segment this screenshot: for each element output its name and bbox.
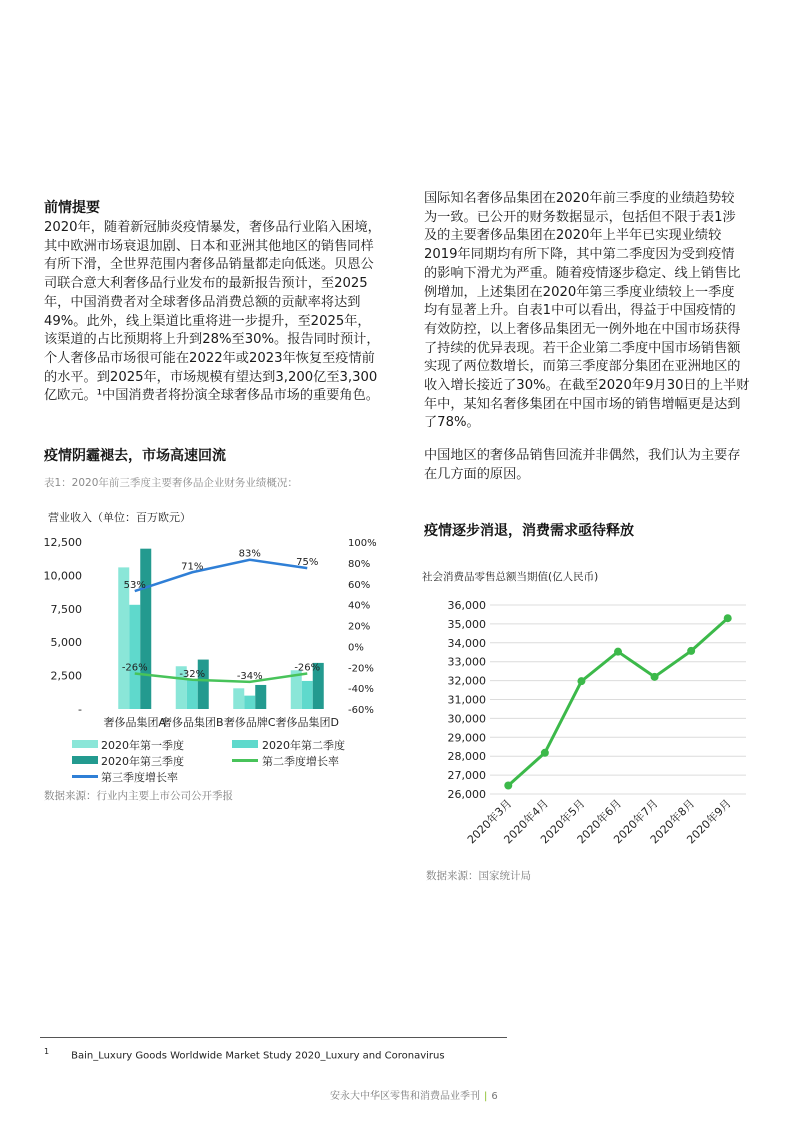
y2-tick-label: -40%: [348, 684, 374, 696]
overview-paragraph-line: 2020年，随着新冠肺炎疫情暴发，奢侈品行业陷入困境，: [44, 220, 381, 235]
growth-data-label: 53%: [123, 580, 146, 592]
growth-data-label: -34%: [236, 670, 263, 682]
legend-label-q2: 2020年第二季度: [262, 739, 345, 752]
bar-2-2: [187, 680, 198, 709]
page-footer: [330, 1087, 498, 1102]
legend-swatch-q1: [72, 740, 98, 748]
y-tick-label: 5,000: [50, 636, 82, 650]
revenue-chart-title: 营业收入（单位：百万欧元）: [48, 511, 191, 524]
y2-tick-label: 100%: [348, 538, 377, 549]
category-label: 奢侈品牌C: [223, 716, 276, 729]
footnote-mark: 1: [44, 1047, 50, 1056]
growth-data-label: 71%: [181, 561, 204, 573]
data-point: [541, 749, 549, 757]
reasons-paragraph-line: 在几方面的原因。: [424, 466, 530, 482]
data-point: [687, 647, 695, 655]
y-tick-label: 35,000: [447, 617, 486, 631]
y2-tick-label: 40%: [348, 600, 371, 612]
x-tick-label: 2020年9月: [684, 796, 734, 847]
performance-paragraph-line: 收入增长接近了30%。在截至2020年9月30日的上半财: [424, 378, 750, 394]
bar-1-3: [233, 688, 244, 709]
category-label: 奢侈品集团A: [103, 716, 167, 729]
growth-data-label: 83%: [238, 548, 261, 560]
y-tick-label: 33,000: [447, 655, 486, 669]
retail-chart-title: 社会消费品零售总额当期值(亿人民币): [422, 571, 599, 583]
performance-paragraph-line: 2019年同期均有所下降，其中第二季度因为受到疫情: [424, 247, 735, 263]
y-tick-label: 10,000: [43, 569, 82, 583]
x-tick-label: 2020年3月: [464, 796, 515, 847]
data-point: [614, 648, 622, 656]
category-label: 奢侈品集团D: [275, 716, 339, 729]
performance-paragraph-line: 的影响下滑尤为严重。随着疫情逐步稳定、线上销售比: [424, 265, 741, 281]
growth-data-label: -26%: [121, 662, 148, 674]
data-point: [651, 673, 659, 681]
y-tick-label: 29,000: [447, 731, 486, 745]
reasons-paragraph: [424, 447, 754, 484]
overview-paragraph-line: 其中欧洲市场衰退加剧、日本和亚洲其他地区的销售同样: [44, 238, 374, 254]
bar-3-1: [140, 549, 151, 709]
overview-paragraph-line: 司联合意大利奢侈品行业发布的最新报告预计，至2025: [44, 276, 368, 292]
legend-label-q3-growth: 第三季度增长率: [101, 771, 178, 784]
performance-paragraph-line: 了78%。: [424, 415, 480, 431]
q3-growth-line: [135, 560, 308, 591]
y2-tick-label: 60%: [348, 579, 371, 591]
performance-paragraph-line: 有效防控，以上奢侈品集团无一例外地在中国市场获得: [424, 321, 741, 337]
performance-paragraph-line: 年中，某知名奢侈集团在中国市场的销售增幅更是达到: [424, 396, 741, 412]
growth-data-label: -26%: [294, 662, 321, 674]
performance-paragraph-line: 为一致。已公开的财务数据显示，包括但不限于表1涉: [424, 209, 736, 225]
performance-paragraph-line: 例增加，上述集团在2020年第三季度业绩较上一季度: [424, 284, 735, 300]
y-tick-label: 28,000: [447, 750, 486, 764]
y-tick-label: 31,000: [447, 693, 486, 707]
legend-swatch-q3-growth: [72, 775, 98, 778]
footnote-divider: [40, 1037, 507, 1038]
x-tick-label: 2020年5月: [538, 796, 588, 847]
overview-paragraph-line: 亿欧元。¹中国消费者将扮演全球奢侈品市场的重要角色。: [44, 388, 379, 404]
bar-2-4: [302, 681, 313, 709]
overview-paragraph-line: 有所下滑，全世界范围内奢侈品销量都走向低迷。贝恩公: [44, 257, 374, 273]
legend-label-q3: 2020年第三季度: [101, 755, 184, 768]
y2-tick-label: 80%: [348, 558, 371, 570]
section-heading-market-recovery: 疫情阴霾褪去，市场高速回流: [44, 448, 226, 464]
footnote: [44, 1047, 445, 1061]
x-tick-label: 2020年7月: [611, 796, 661, 847]
overview-paragraph-line: 个人奢侈品市场很可能在2022年或2023年恢复至疫情前: [44, 350, 375, 366]
performance-paragraph-line: 实现了两位数增长，而第三季度部分集团在亚洲地区的: [424, 359, 741, 375]
performance-paragraph-line: 及的主要奢侈品集团在2020年上半年已实现业绩较: [424, 228, 722, 244]
growth-data-label: 75%: [296, 557, 319, 569]
y2-tick-label: -20%: [348, 663, 374, 675]
performance-paragraph-line: 均有显著上升。自表1中可以看出，得益于中国疫情的: [424, 303, 736, 319]
data-point: [504, 781, 512, 789]
y2-tick-label: -60%: [348, 705, 374, 716]
revenue-chart: [38, 506, 398, 776]
retail-chart-source: 数据来源：国家统计局: [426, 870, 531, 882]
y-tick-label: 36,000: [447, 599, 486, 612]
reasons-paragraph-line: 中国地区的奢侈品销售回流并非偶然，我们认为主要存: [424, 448, 741, 463]
overview-paragraph: [44, 219, 384, 406]
footnote-text: Bain_Luxury Goods Worldwide Market Study 2020_Luxury and Coronavirus: [71, 1050, 445, 1062]
y-tick-label: 27,000: [447, 769, 486, 783]
retail-sales-line: [508, 618, 727, 785]
overview-paragraph-line: 49%。此外，线上渠道比重将进一步提升，至2025年，: [44, 313, 371, 329]
y-tick-label: 34,000: [447, 636, 486, 650]
legend-swatch-q2-growth: [232, 759, 258, 762]
overview-paragraph-line: 该渠道的占比预期将上升到28%至30%。报告同时预计，: [44, 332, 380, 348]
page-number: 6: [491, 1091, 498, 1102]
growth-data-label: -32%: [179, 668, 206, 680]
legend-swatch-q3: [72, 756, 98, 764]
table-caption: 表1：2020年前三季度主要奢侈品企业财务业绩概况：: [44, 477, 298, 489]
bar-3-3: [255, 685, 266, 709]
performance-paragraph: [424, 190, 754, 433]
y-tick-label: 7,500: [50, 602, 82, 616]
footer-title: 安永大中华区零售和消费品业季刊: [330, 1091, 480, 1102]
y-tick-label: -: [78, 703, 82, 716]
y-tick-label: 30,000: [447, 712, 486, 726]
data-point: [577, 677, 585, 685]
footer-separator: |: [484, 1091, 488, 1102]
x-tick-label: 2020年4月: [501, 796, 551, 847]
section-heading-demand-release: 疫情逐步消退，消费需求亟待释放: [424, 523, 634, 539]
y2-tick-label: 0%: [348, 642, 364, 654]
x-tick-label: 2020年8月: [647, 796, 698, 847]
y2-tick-label: 20%: [348, 621, 371, 633]
bar-2-3: [244, 696, 255, 709]
revenue-chart-source: 数据来源：行业内主要上市公司公开季报: [44, 790, 233, 802]
legend-swatch-q2: [232, 740, 258, 748]
performance-paragraph-line: 了持续的优异表现。若干企业第二季度中国市场销售额: [424, 340, 741, 356]
y-tick-label: 26,000: [447, 788, 486, 801]
overview-paragraph-line: 的水平。到2025年，市场规模有望达到3,200亿至3,300: [44, 369, 378, 385]
q2-growth-line: [135, 674, 308, 682]
bar-2-1: [129, 605, 140, 709]
category-label: 奢侈品集团B: [160, 716, 224, 729]
x-tick-label: 2020年6月: [574, 796, 625, 847]
retail-sales-chart: [410, 562, 770, 862]
performance-paragraph-line: 国际知名奢侈品集团在2020年前三季度的业绩趋势较: [424, 191, 735, 206]
y-tick-label: 12,500: [43, 536, 82, 549]
legend-label-q1: 2020年第一季度: [101, 739, 184, 752]
overview-paragraph-line: 年，中国消费者对全球奢侈品消费总额的贡献率将达到: [44, 294, 361, 310]
legend-label-q2-growth: 第二季度增长率: [262, 755, 339, 768]
data-point: [724, 614, 732, 622]
y-tick-label: 2,500: [50, 669, 82, 683]
y-tick-label: 32,000: [447, 674, 486, 688]
section-heading-overview: 前情提要: [44, 200, 100, 216]
bar-3-2: [198, 660, 209, 709]
